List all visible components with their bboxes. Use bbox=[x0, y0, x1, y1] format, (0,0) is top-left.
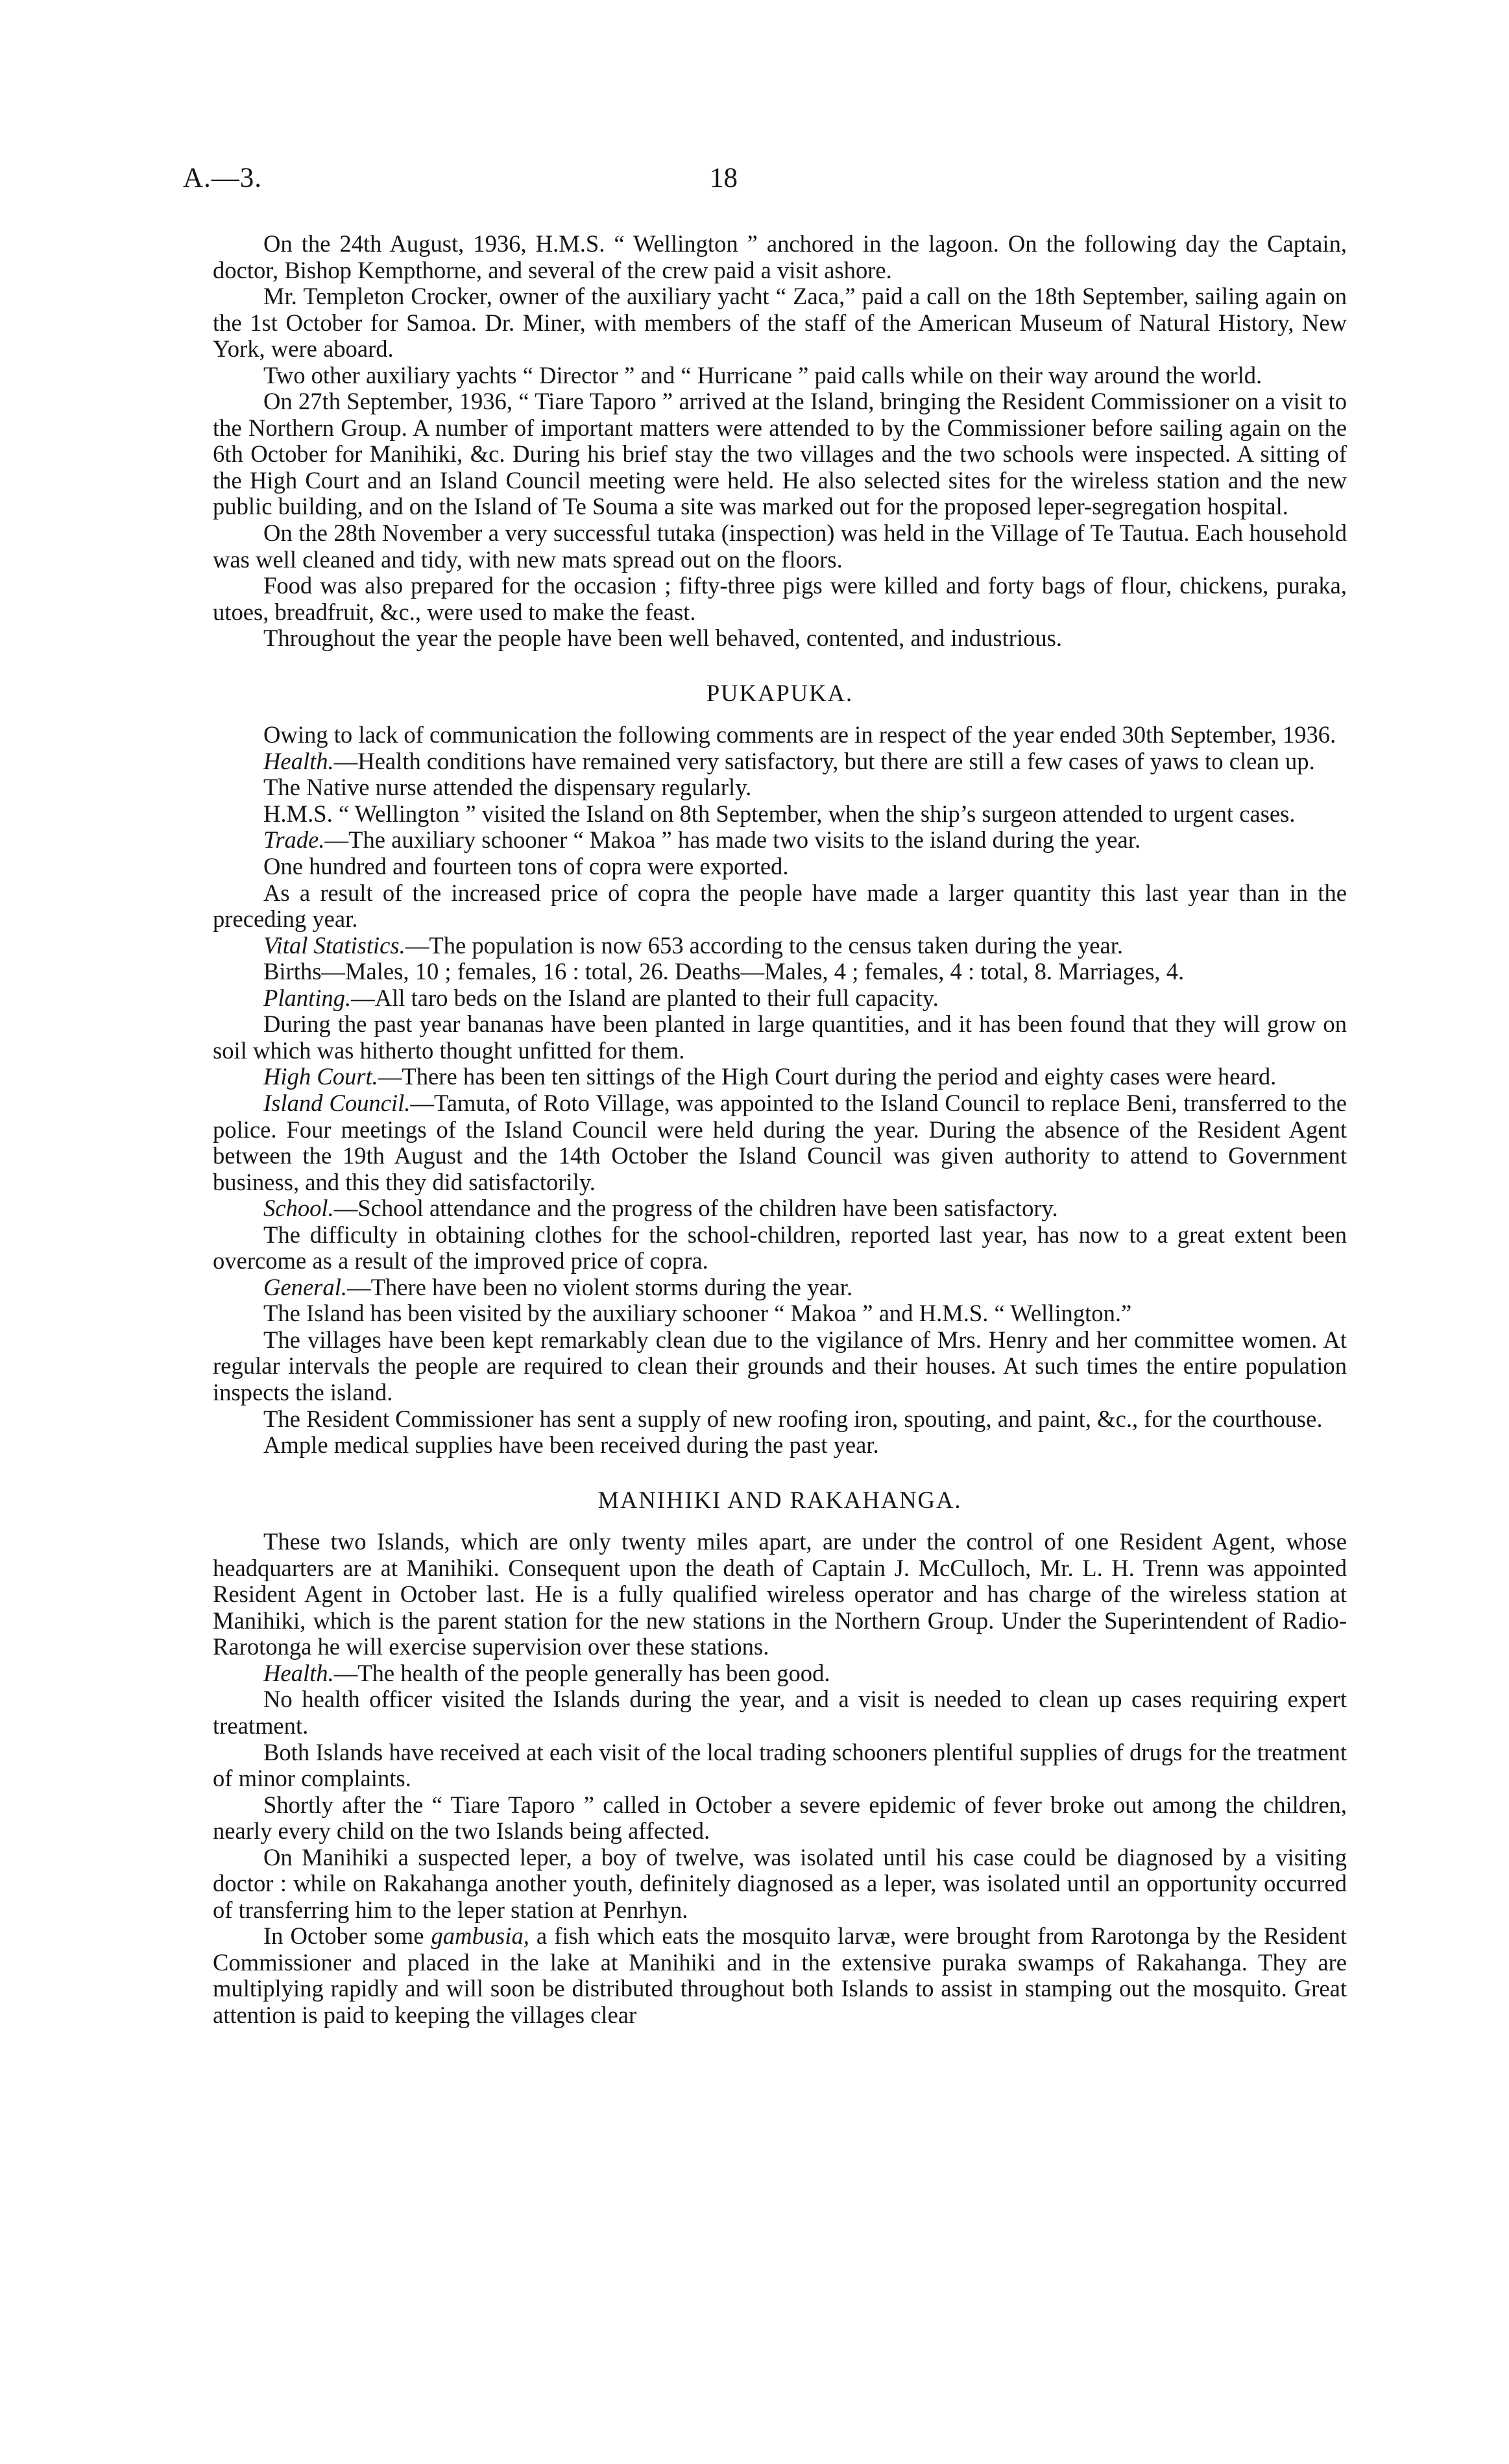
paragraph: Mr. Templeton Crocker, owner of the auxiliary yacht “ Zaca,” paid a call on the 18th September, sailing again on the 1st October for Samoa. Dr. Miner, with members of the staff of the American Museum of Natural History, New York, were aboard. bbox=[213, 283, 1347, 363]
paragraph: Both Islands have received at each visit of the local trading schooners plentiful supplies of drugs for the treatment of minor complaints. bbox=[213, 1738, 1347, 1792]
body-text bbox=[213, 231, 1347, 2029]
paragraph: During the past year bananas have been planted in large quantities, and it has been found that they will grow on soil which was hitherto thought unfitted for them. bbox=[213, 1011, 1347, 1064]
paragraph: One hundred and fourteen tons of copra were exported. bbox=[263, 853, 789, 880]
paragraph-text: —The population is now 653 according to the census taken during the year. bbox=[405, 931, 1124, 959]
report-reference: A.—3. bbox=[183, 163, 263, 193]
section-heading-manihiki: MANIHIKI AND RAKAHANGA. bbox=[598, 1486, 962, 1513]
paragraph-general bbox=[213, 1274, 1347, 1301]
paragraph-vital-statistics bbox=[213, 933, 1347, 959]
paragraph: No health officer visited the Islands during the year, and a visit is needed to clean up cases requiring expert treatment. bbox=[213, 1686, 1347, 1739]
paragraph: On Manihiki a suspected leper, a boy of twelve, was isolated until his case could be diagnosed by a visiting doctor : while on Rakahanga another youth, definitely diagnosed as a leper, was isolated until an opportunity occurred of transferring him to the leper station at Penrhyn. bbox=[213, 1843, 1347, 1923]
paragraph-text: —The auxiliary schooner “ Makoa ” has made two visits to the island during the year. bbox=[324, 826, 1141, 854]
paragraph-text: —The health of the people generally has been good. bbox=[333, 1659, 830, 1686]
paragraph-lead: Planting. bbox=[263, 984, 352, 1011]
paragraph: These two Islands, which are only twenty miles apart, are under the control of one Resident Agent, whose headquarters are at Manihiki. Consequent upon the death of Captain J. McCulloch, Mr. L. H. Trenn was appointed Resident Agent in October last. He is a fully qualified wireless operator and has charge of the wireless station at Manihiki, which is the parent station for the new stations in the Northern Group. Under the Superintendent of Radio-Rarotonga he will exercise supervision over these stations. bbox=[213, 1528, 1347, 1660]
paragraph: H.M.S. “ Wellington ” visited the Island on 8th September, when the ship’s surgeon attended to urgent cases. bbox=[263, 800, 1296, 827]
paragraph: Food was also prepared for the occasion ; fifty-three pigs were killed and forty bags of flour, chickens, puraka, utoes, breadfruit, &c., were used to make the feast. bbox=[213, 572, 1347, 625]
paragraph: As a result of the increased price of copra the people have made a larger quantity this last year than in the preceding year. bbox=[213, 879, 1347, 933]
paragraph: The Island has been visited by the auxiliary schooner “ Makoa ” and H.M.S. “ Wellington.” bbox=[263, 1300, 1132, 1327]
paragraph-text: In October some bbox=[263, 1922, 431, 1950]
paragraph-text: —Health conditions have remained very satisfactory, but there are still a few cases of yaws to clean up. bbox=[333, 747, 1315, 774]
paragraph-gambusia bbox=[213, 1923, 1347, 2028]
paragraph: On 27th September, 1936, “ Tiare Taporo ” arrived at the Island, bringing the Resident Commissioner on a visit to the Northern Group. A number of important matters were attended to by the Commissioner before sailing again on the 6th October for Manihiki, &c. During his brief stay the two villages and the two schools were inspected. A sitting of the High Court and an Island Council meeting were held. He also selected sites for the wireless station and the new public building, and on the Island of Te Souma a site was marked out for the proposed leper-segregation hospital. bbox=[213, 388, 1347, 520]
paragraph-text: —There has been ten sittings of the High Court during the period and eighty cases were heard. bbox=[378, 1063, 1277, 1090]
page-header bbox=[0, 162, 1509, 201]
paragraph: Shortly after the “ Tiare Taporo ” called in October a severe epidemic of fever broke out among the children, nearly every child on the two Islands being affected. bbox=[213, 1791, 1347, 1845]
paragraph-lead: Health. bbox=[263, 747, 334, 774]
paragraph: On the 28th November a very successful tutaka (inspection) was held in the Village of Te Tautua. Each household was well cleaned and tidy, with new mats spread out on the floors. bbox=[213, 520, 1347, 573]
page-number: 18 bbox=[710, 163, 738, 193]
paragraph: Owing to lack of communication the following comments are in respect of the year ended 30th September, 1936. bbox=[263, 721, 1336, 748]
paragraph-health bbox=[213, 748, 1347, 775]
paragraph-high-court bbox=[213, 1064, 1347, 1090]
paragraph-island-council bbox=[213, 1090, 1347, 1195]
paragraph-lead: High Court. bbox=[263, 1063, 378, 1090]
paragraph: Births—Males, 10 ; females, 16 : total, 26. Deaths—Males, 4 ; females, 4 : total, 8. Marriages, 4. bbox=[263, 958, 1185, 985]
species-term: gambusia, bbox=[431, 1922, 529, 1950]
paragraph-lead: School. bbox=[263, 1195, 334, 1222]
paragraph: On the 24th August, 1936, H.M.S. “ Wellington ” anchored in the lagoon. On the following day the Captain, doctor, Bishop Kempthorne, and several of the crew paid a visit ashore. bbox=[213, 230, 1347, 283]
paragraph: The villages have been kept remarkably clean due to the vigilance of Mrs. Henry and her committee women. At regular intervals the people are required to clean their grounds and their houses. At such times the entire population inspects the island. bbox=[213, 1326, 1347, 1405]
paragraph-text: —School attendance and the progress of the children have been satisfactory. bbox=[333, 1195, 1058, 1222]
paragraph-lead: General. bbox=[263, 1273, 348, 1300]
paragraph: The Native nurse attended the dispensary regularly. bbox=[263, 774, 752, 801]
paragraph-lead: Island Council. bbox=[263, 1089, 411, 1116]
paragraph-text: —All taro beds on the Island are planted to their full capacity. bbox=[351, 984, 939, 1011]
paragraph-school bbox=[213, 1195, 1347, 1222]
paragraph: Two other auxiliary yachts “ Director ” and “ Hurricane ” paid calls while on their way around the world. bbox=[263, 361, 1262, 389]
paragraph: The difficulty in obtaining clothes for the school-children, reported last year, has now to a great extent been overcome as a result of the improved price of copra. bbox=[213, 1221, 1347, 1274]
section-heading-pukapuka: PUKAPUKA. bbox=[706, 679, 854, 706]
paragraph-trade bbox=[213, 827, 1347, 854]
paragraph-lead: Vital Statistics. bbox=[263, 931, 405, 959]
paragraph-text: —Tamuta, of Roto Village, was appointed to the Island Council to replace Beni, transferred to the police. Four meetings of the Island Council were held during the year. During the absence of the Resident Agent between the 19th August and the 14th October the Island Council was given authority to attend to Government business, and this they did satisfactorily. bbox=[213, 1089, 1347, 1195]
paragraph-text: a fish which eats the mosquito larvæ, were brought from Rarotonga by the Resident Commissioner and placed in the lake at Manihiki and in the extensive puraka swamps of Rakahanga. They are multiplying rapidly and will soon be distributed throughout both Islands to assist in stamping out the mosquito. Great attention is paid to keeping the villages clear bbox=[213, 1922, 1347, 2028]
paragraph-text: —There have been no violent storms during the year. bbox=[347, 1273, 853, 1300]
paragraph-lead: Trade. bbox=[263, 826, 325, 854]
paragraph-health bbox=[213, 1660, 1347, 1687]
paragraph: The Resident Commissioner has sent a supply of new roofing iron, spouting, and paint, &c., for the courthouse. bbox=[263, 1405, 1323, 1432]
paragraph: Throughout the year the people have been well behaved, contented, and industrious. bbox=[263, 625, 1063, 652]
paragraph: Ample medical supplies have been received during the past year. bbox=[263, 1431, 879, 1459]
paragraph-lead: Health. bbox=[263, 1659, 334, 1686]
paragraph-planting bbox=[213, 985, 1347, 1012]
